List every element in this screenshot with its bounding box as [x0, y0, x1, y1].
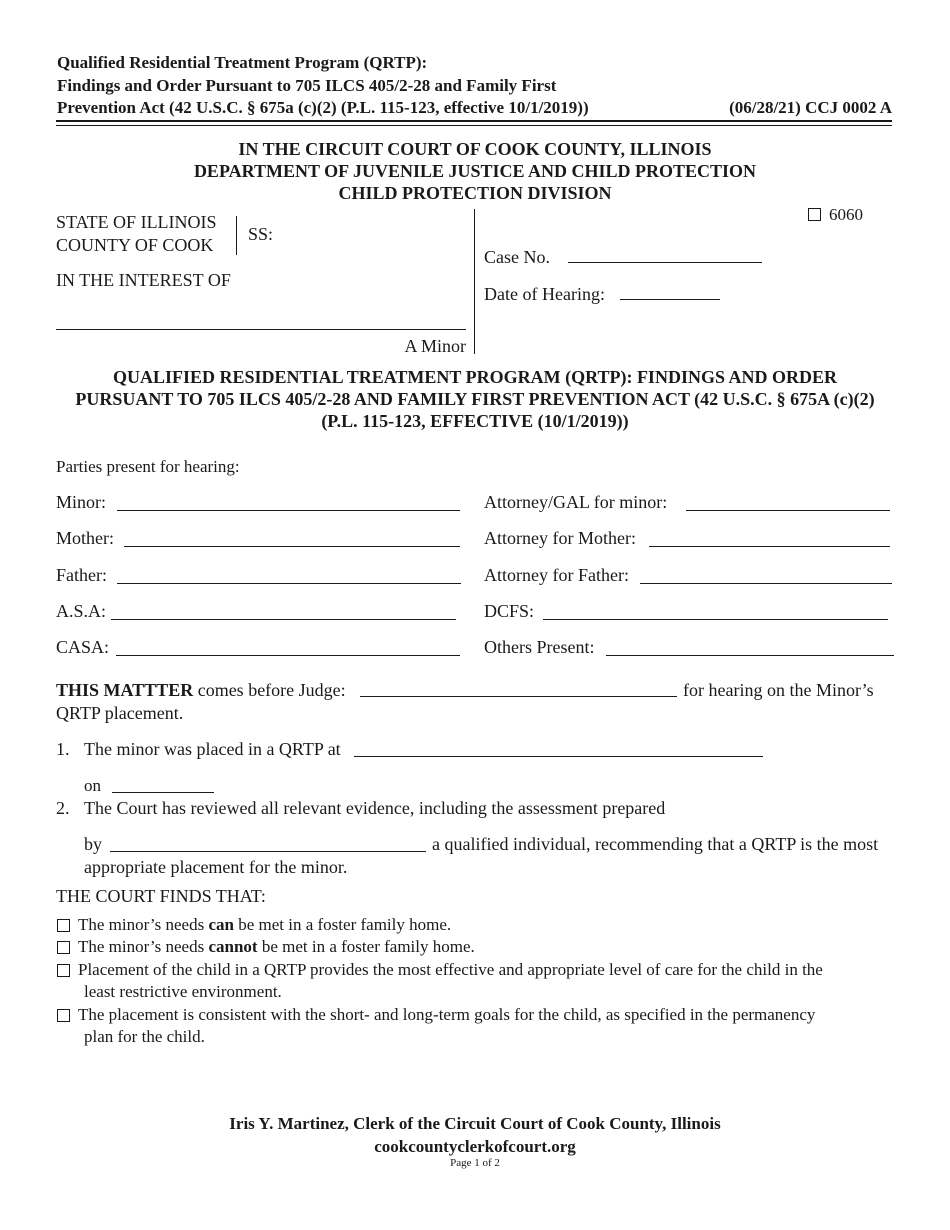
court-name: IN THE CIRCUIT COURT OF COOK COUNTY, ILLINOIS: [238, 139, 712, 159]
case-no-label: Case No.: [484, 247, 550, 267]
finding-cannot-text-c: be met in a foster family home.: [261, 937, 475, 956]
attorney-father-label: Attorney for Father:: [484, 565, 629, 585]
assessor-name-field[interactable]: [110, 851, 426, 852]
dcfs-field[interactable]: [543, 619, 888, 620]
state-label: STATE OF ILLINOIS: [56, 212, 217, 232]
finding-cannot-bold: cannot: [208, 937, 258, 956]
interest-of-label: IN THE INTEREST OF: [56, 270, 231, 290]
attorney-father-field[interactable]: [640, 583, 892, 584]
ss-bracket: [236, 216, 237, 255]
qualified-text: a qualified individual, recommending that a QRTP is the most: [432, 834, 879, 854]
dcfs-label: DCFS:: [484, 601, 535, 621]
attorney-mother-field[interactable]: [649, 546, 890, 547]
finding-effective-line-1: Placement of the child in a QRTP provides the most effective and appropriate level of care for the child in the: [78, 960, 823, 979]
finding-can-text-a: The minor’s needs: [78, 915, 205, 934]
clerk-website: cookcountyclerkofcourt.org: [374, 1137, 576, 1156]
finding-consistent-line-1: The placement is consistent with the short- and long-term goals for the child, as specified in the permanency: [78, 1005, 816, 1024]
case-no-field[interactable]: [568, 262, 762, 263]
hearing-date-field[interactable]: [620, 299, 720, 300]
casa-field[interactable]: [116, 655, 460, 656]
finding-cannot-text-a: The minor’s needs: [78, 937, 205, 956]
by-label: by: [84, 834, 102, 854]
item-1-text: The minor was placed in a QRTP at: [84, 739, 341, 759]
before-judge-label: comes before Judge:: [197, 680, 346, 700]
header-rule-thin: [56, 125, 892, 126]
finding-consistent-checkbox[interactable]: [57, 1009, 70, 1022]
matter-line-2: QRTP placement.: [56, 703, 184, 723]
header-line-1: Qualified Residential Treatment Program (QRTP):: [57, 53, 428, 72]
order-title-line-2: PURSUANT TO 705 ILCS 405/2-28 AND FAMILY FIRST PREVENTION ACT (42 U.S.C. § 675A (c)(2): [75, 389, 875, 409]
finding-cannot-text: [78, 937, 475, 957]
ss-label: SS:: [248, 224, 274, 244]
code-6060-label: 6060: [829, 205, 863, 224]
father-field[interactable]: [117, 583, 461, 584]
mother-label: Mother:: [56, 528, 114, 548]
item-2-text: The Court has reviewed all relevant evidence, including the assessment prepared: [84, 798, 666, 818]
asa-field[interactable]: [111, 619, 456, 620]
placement-date-field[interactable]: [112, 792, 214, 793]
others-present-field[interactable]: [606, 655, 894, 656]
order-title-line-3: (P.L. 115-123, EFFECTIVE (10/1/2019)): [321, 411, 629, 431]
clerk-name: Iris Y. Martinez, Clerk of the Circuit Court of Cook County, Illinois: [229, 1114, 721, 1133]
county-label: COUNTY OF COOK: [56, 235, 214, 255]
hearing-date-label: Date of Hearing:: [484, 284, 605, 304]
a-minor-label: A Minor: [404, 336, 466, 356]
casa-label: CASA:: [56, 637, 110, 657]
others-present-label: Others Present:: [484, 637, 595, 657]
minor-name-line[interactable]: [56, 329, 466, 330]
item-2-number: 2.: [56, 798, 70, 818]
parties-heading: Parties present for hearing:: [56, 457, 240, 476]
qrtp-name-field[interactable]: [354, 756, 763, 757]
item-2-line-3: appropriate placement for the minor.: [84, 857, 348, 877]
page-number: Page 1 of 2: [450, 1157, 500, 1169]
finding-effective-checkbox[interactable]: [57, 964, 70, 977]
header-line-2: Findings and Order Pursuant to 705 ILCS 405/2-28 and Family First: [57, 76, 557, 95]
header-rule-thick: [56, 120, 892, 122]
form-code: (06/28/21) CCJ 0002 A: [729, 98, 892, 117]
minor-field[interactable]: [117, 510, 460, 511]
findings-heading: THE COURT FINDS THAT:: [56, 886, 266, 906]
order-title-line-1: QUALIFIED RESIDENTIAL TREATMENT PROGRAM (QRTP): FINDINGS AND ORDER: [113, 367, 837, 387]
finding-cannot-checkbox[interactable]: [57, 941, 70, 954]
court-division: CHILD PROTECTION DIVISION: [338, 183, 612, 203]
finding-can-bold: can: [208, 915, 234, 934]
finding-can-checkbox[interactable]: [57, 919, 70, 932]
minor-label: Minor:: [56, 492, 107, 512]
asa-label: A.S.A:: [56, 601, 107, 621]
finding-effective-line-2: least restrictive environment.: [84, 982, 282, 1001]
on-label: on: [84, 776, 101, 795]
matter-intro: [56, 680, 346, 701]
header-line-3: Prevention Act (42 U.S.C. § 675a (c)(2) (P.L. 115-123, effective 10/1/2019)): [57, 98, 589, 117]
code-6060-checkbox[interactable]: [808, 208, 821, 221]
attorney-gal-label: Attorney/GAL for minor:: [484, 492, 668, 512]
finding-consistent-line-2: plan for the child.: [84, 1027, 205, 1046]
attorney-mother-label: Attorney for Mother:: [484, 528, 636, 548]
attorney-gal-field[interactable]: [686, 510, 890, 511]
court-department: DEPARTMENT OF JUVENILE JUSTICE AND CHILD PROTECTION: [193, 161, 757, 181]
caption-divider: [474, 209, 475, 354]
father-label: Father:: [56, 565, 107, 585]
mother-field[interactable]: [124, 546, 460, 547]
finding-can-text: [78, 915, 451, 935]
finding-can-text-c: be met in a foster family home.: [238, 915, 452, 934]
item-1-number: 1.: [56, 739, 70, 759]
matter-after-label: for hearing on the Minor’s: [683, 680, 874, 700]
matter-bold-label: THIS MATTTER: [56, 680, 194, 700]
judge-name-field[interactable]: [360, 696, 677, 697]
